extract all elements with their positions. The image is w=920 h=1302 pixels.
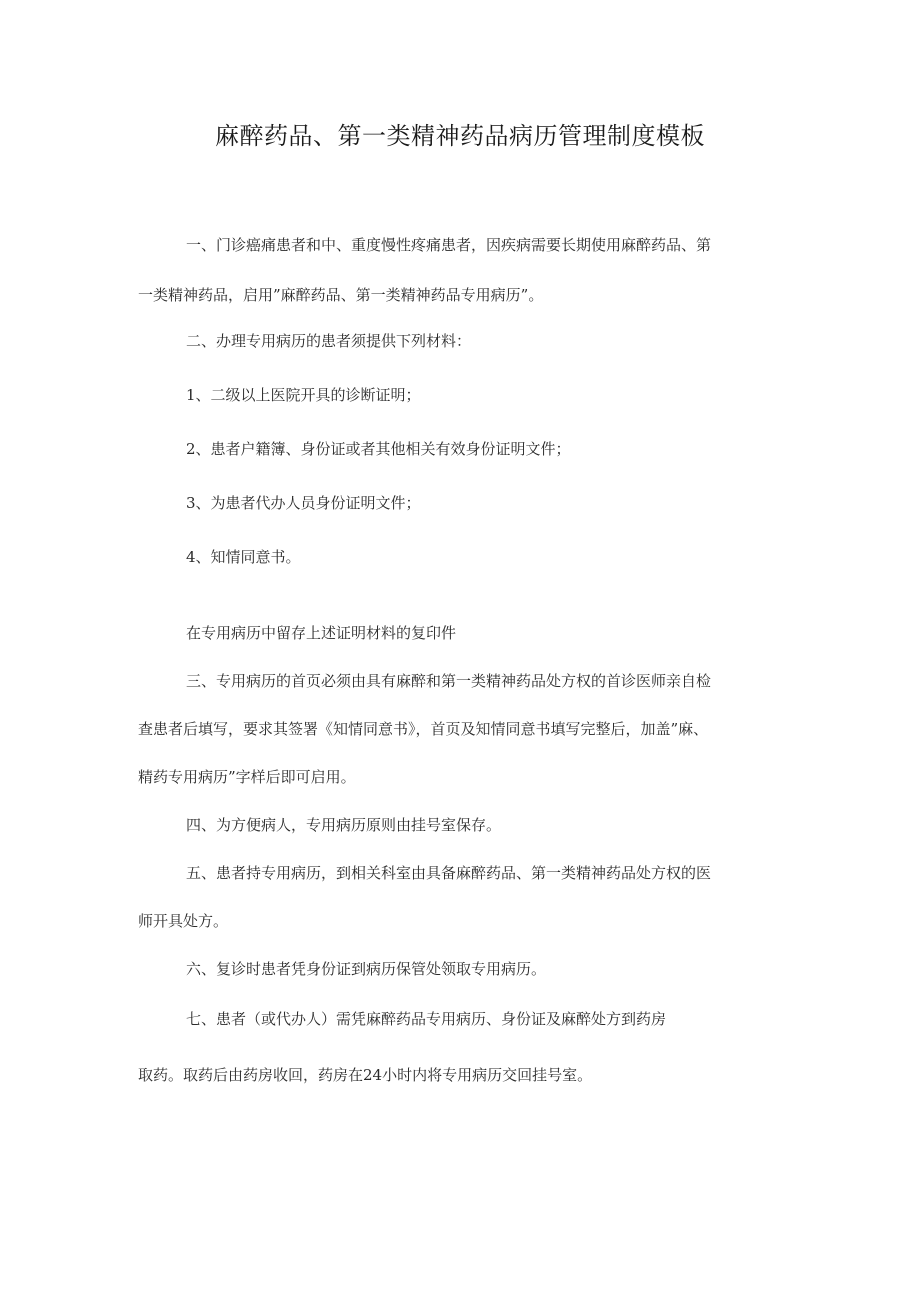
paragraph-3-line-2: 查患者后填写，要求其签署《知情同意书》，首页及知情同意书填写完整后，加盖”麻、 — [138, 720, 709, 738]
paragraph-7-line-1: 七、患者（或代办人）需凭麻醉药品专用病历、身份证及麻醉处方到药房 — [186, 1010, 667, 1028]
list-item-1: 1、二级以上医院开具的诊断证明； — [186, 386, 421, 404]
paragraph-5-line-1: 五、患者持专用病历，到相关科室由具备麻醉药品、第一类精神药品处方权的医 — [186, 864, 712, 882]
list-item-2: 2、患者户籍簿、身份证或者其他相关有效身份证明文件； — [186, 440, 571, 458]
paragraph-1-line-2: 一类精神药品，启用”麻醉药品、第一类精神药品专用病历”。 — [138, 286, 544, 304]
paragraph-2: 二、办理专用病历的患者须提供下列材料： — [186, 332, 472, 350]
paragraph-1-line-1: 一、门诊癌痛患者和中、重度慢性疼痛患者，因疾病需要长期使用麻醉药品、第 — [186, 236, 712, 254]
paragraph-4: 四、为方便病人，专用病历原则由挂号室保存。 — [186, 816, 502, 834]
paragraph-3-line-3: 精药专用病历”字样后即可启用。 — [138, 768, 356, 786]
paragraph-6: 六、复诊时患者凭身份证到病历保管处领取专用病历。 — [186, 960, 547, 978]
document-title: 麻醉药品、第一类精神药品病历管理制度模板 — [215, 122, 705, 150]
paragraph-3-line-1: 三、专用病历的首页必须由具有麻醉和第一类精神药品处方权的首诊医师亲自检 — [186, 672, 712, 690]
paragraph-copies: 在专用病历中留存上述证明材料的复印件 — [186, 624, 457, 642]
paragraph-7-line-2: 取药。取药后由药房收回，药房在24小时内将专用病历交回挂号室。 — [138, 1066, 593, 1084]
list-item-4: 4、知情同意书。 — [186, 548, 301, 566]
list-item-3: 3、为患者代办人员身份证明文件； — [186, 494, 421, 512]
paragraph-5-line-2: 师开具处方。 — [138, 912, 229, 930]
